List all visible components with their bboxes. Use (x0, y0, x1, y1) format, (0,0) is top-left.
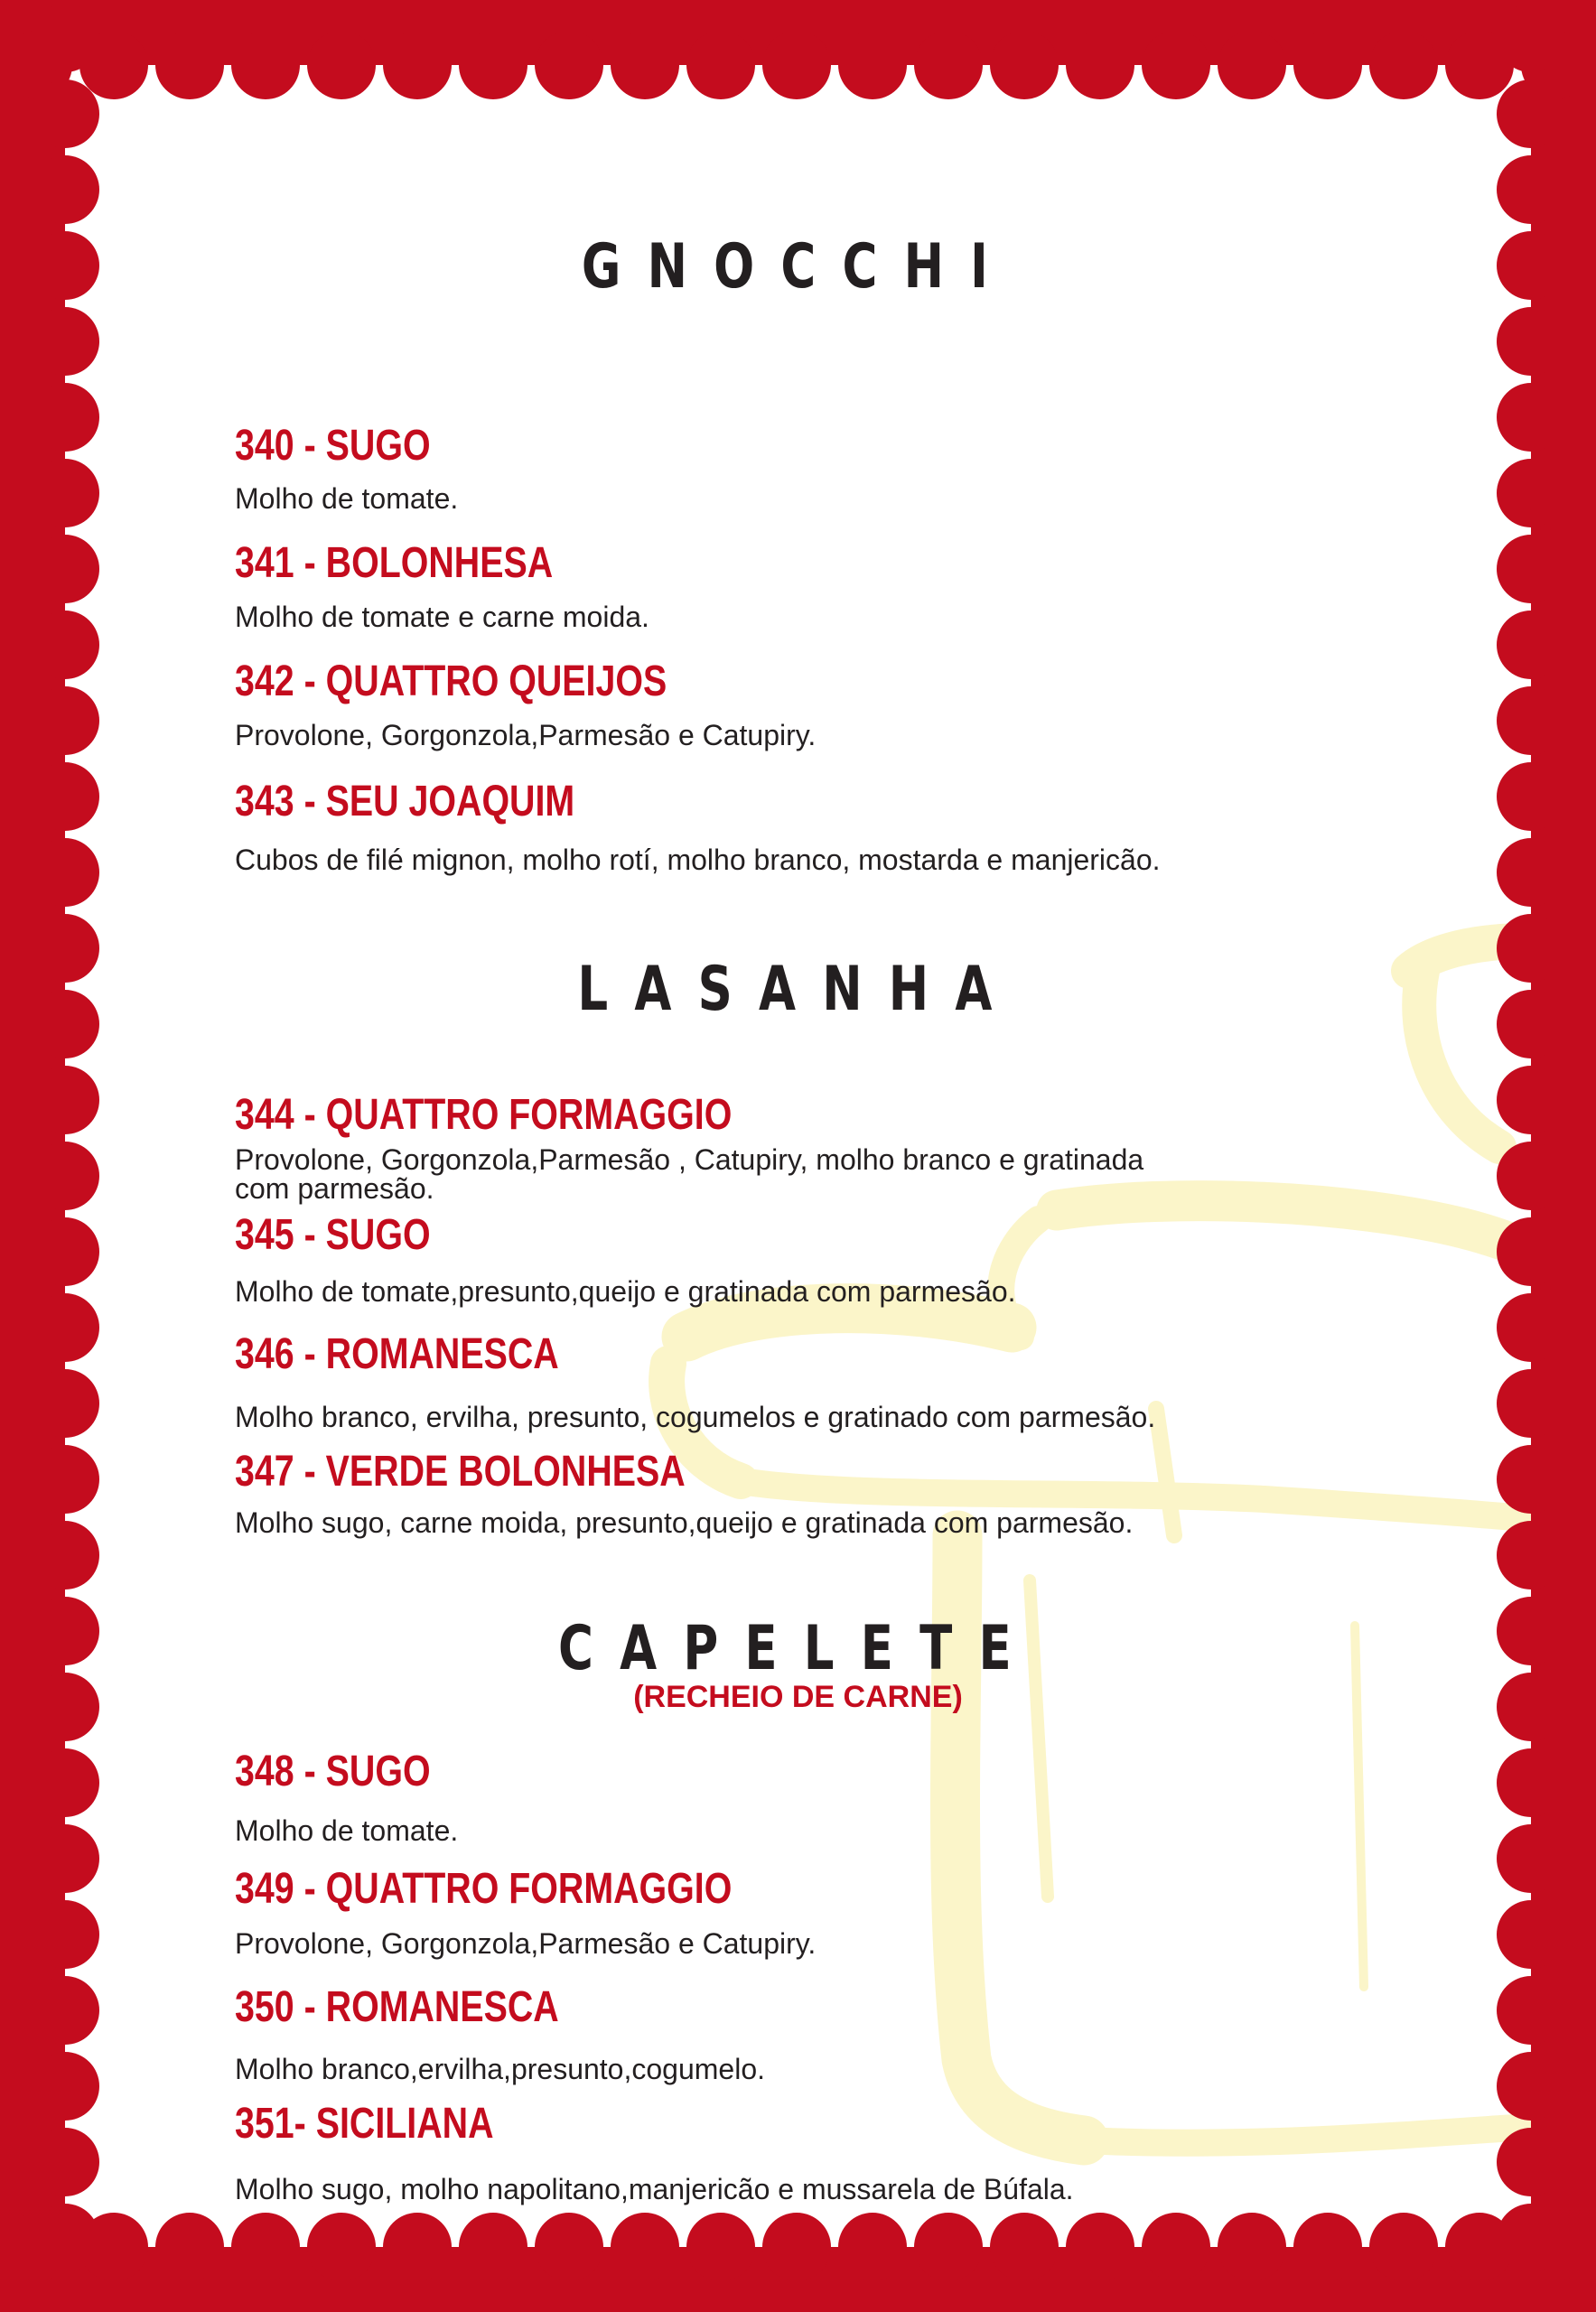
item-title: 345 - SUGO (235, 1211, 431, 1259)
item-description: Molho de tomate. (235, 1814, 459, 1847)
item-title: 347 - VERDE BOLONHESA (235, 1448, 686, 1496)
item-description: Provolone, Gorgonzola,Parmesão e Catupiry. (235, 719, 817, 751)
item-title: 340 - SUGO (235, 422, 431, 470)
item-description: Molho de tomate,presunto,queijo e gratinada com parmesão. (235, 1275, 1016, 1308)
section-title-capelete: CAPELETE (558, 1613, 1038, 1684)
item-description: Molho de tomate. (235, 482, 459, 515)
item-title: 350 - ROMANESCA (235, 1983, 559, 2031)
item-description: Provolone, Gorgonzola,Parmesão e Catupiry. (235, 1927, 817, 1960)
item-description: Molho branco,ervilha,presunto,cogumelo. (235, 2053, 765, 2085)
item-title: 351- SICILIANA (235, 2100, 494, 2148)
item-title: 344 - QUATTRO FORMAGGIO (235, 1091, 733, 1139)
item-description: Provolone, Gorgonzola,Parmesão , Catupiry, molho branco e gratinada (235, 1143, 1144, 1176)
item-description: Molho sugo, carne moida, presunto,queijo e gratinada com parmesão. (235, 1506, 1134, 1539)
item-description: Molho branco, ervilha, presunto, cogumelos e gratinado com parmesão. (235, 1401, 1156, 1433)
item-description: Cubos de filé mignon, molho rotí, molho branco, mostarda e manjericão. (235, 844, 1161, 876)
item-title: 341 - BOLONHESA (235, 539, 554, 587)
item-title: 349 - QUATTRO FORMAGGIO (235, 1865, 733, 1913)
item-title: 343 - SEU JOAQUIM (235, 778, 575, 825)
item-title: 342 - QUATTRO QUEIJOS (235, 657, 667, 705)
item-description: Molho sugo, molho napolitano,manjericão e mussarela de Búfala. (235, 2173, 1074, 2205)
item-title: 348 - SUGO (235, 1748, 431, 1795)
section-title-lasanha: LASANHA (577, 954, 1019, 1025)
item-description: com parmesão. (235, 1172, 434, 1205)
item-description: Molho de tomate e carne moida. (235, 601, 649, 633)
section-title-gnocchi: GNOCCHI (581, 231, 1015, 303)
item-title: 346 - ROMANESCA (235, 1330, 559, 1378)
section-subtitle-capelete: (RECHEIO DE CARNE) (633, 1680, 963, 1714)
